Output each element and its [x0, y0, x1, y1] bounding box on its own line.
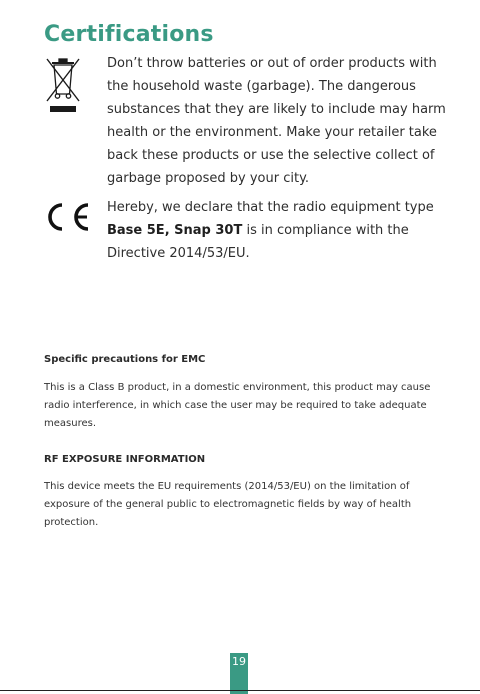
emc-heading: Specific precautions for EMC — [44, 354, 206, 365]
ce-mark-icon — [42, 202, 94, 232]
rf-exposure-text: This device meets the EU requirements (2014/53/EU) on the limitation of exposure of the general public to electromagnetic fields by way of health protection. — [44, 481, 412, 528]
page-number: 19 — [232, 655, 246, 668]
crossed-out-wheelie-bin-icon — [44, 56, 82, 114]
ce-declaration-text — [107, 196, 447, 265]
bottom-divider — [0, 690, 480, 691]
rf-exposure-heading: RF EXPOSURE INFORMATION — [44, 454, 206, 465]
ce-models: Base 5E, Snap 30T — [107, 223, 243, 238]
weee-disposal-text: Don’t throw batteries or out of order products with the household waste (garbage). The dangerous substances that they are likely to include may harm health or the environment. Make your retailer take back these products or use the selective collect of garbage proposed by your city. — [107, 56, 446, 186]
ce-text-after: is in compliance with the Directive 2014/53/EU. — [107, 223, 409, 261]
page-title: Certifications — [44, 22, 214, 47]
ce-text-before: Hereby, we declare that the radio equipment type — [107, 200, 434, 215]
emc-text: This is a Class B product, in a domestic environment, this product may cause radio interference, in which case the user may be required to take adequate measures. — [44, 382, 431, 429]
